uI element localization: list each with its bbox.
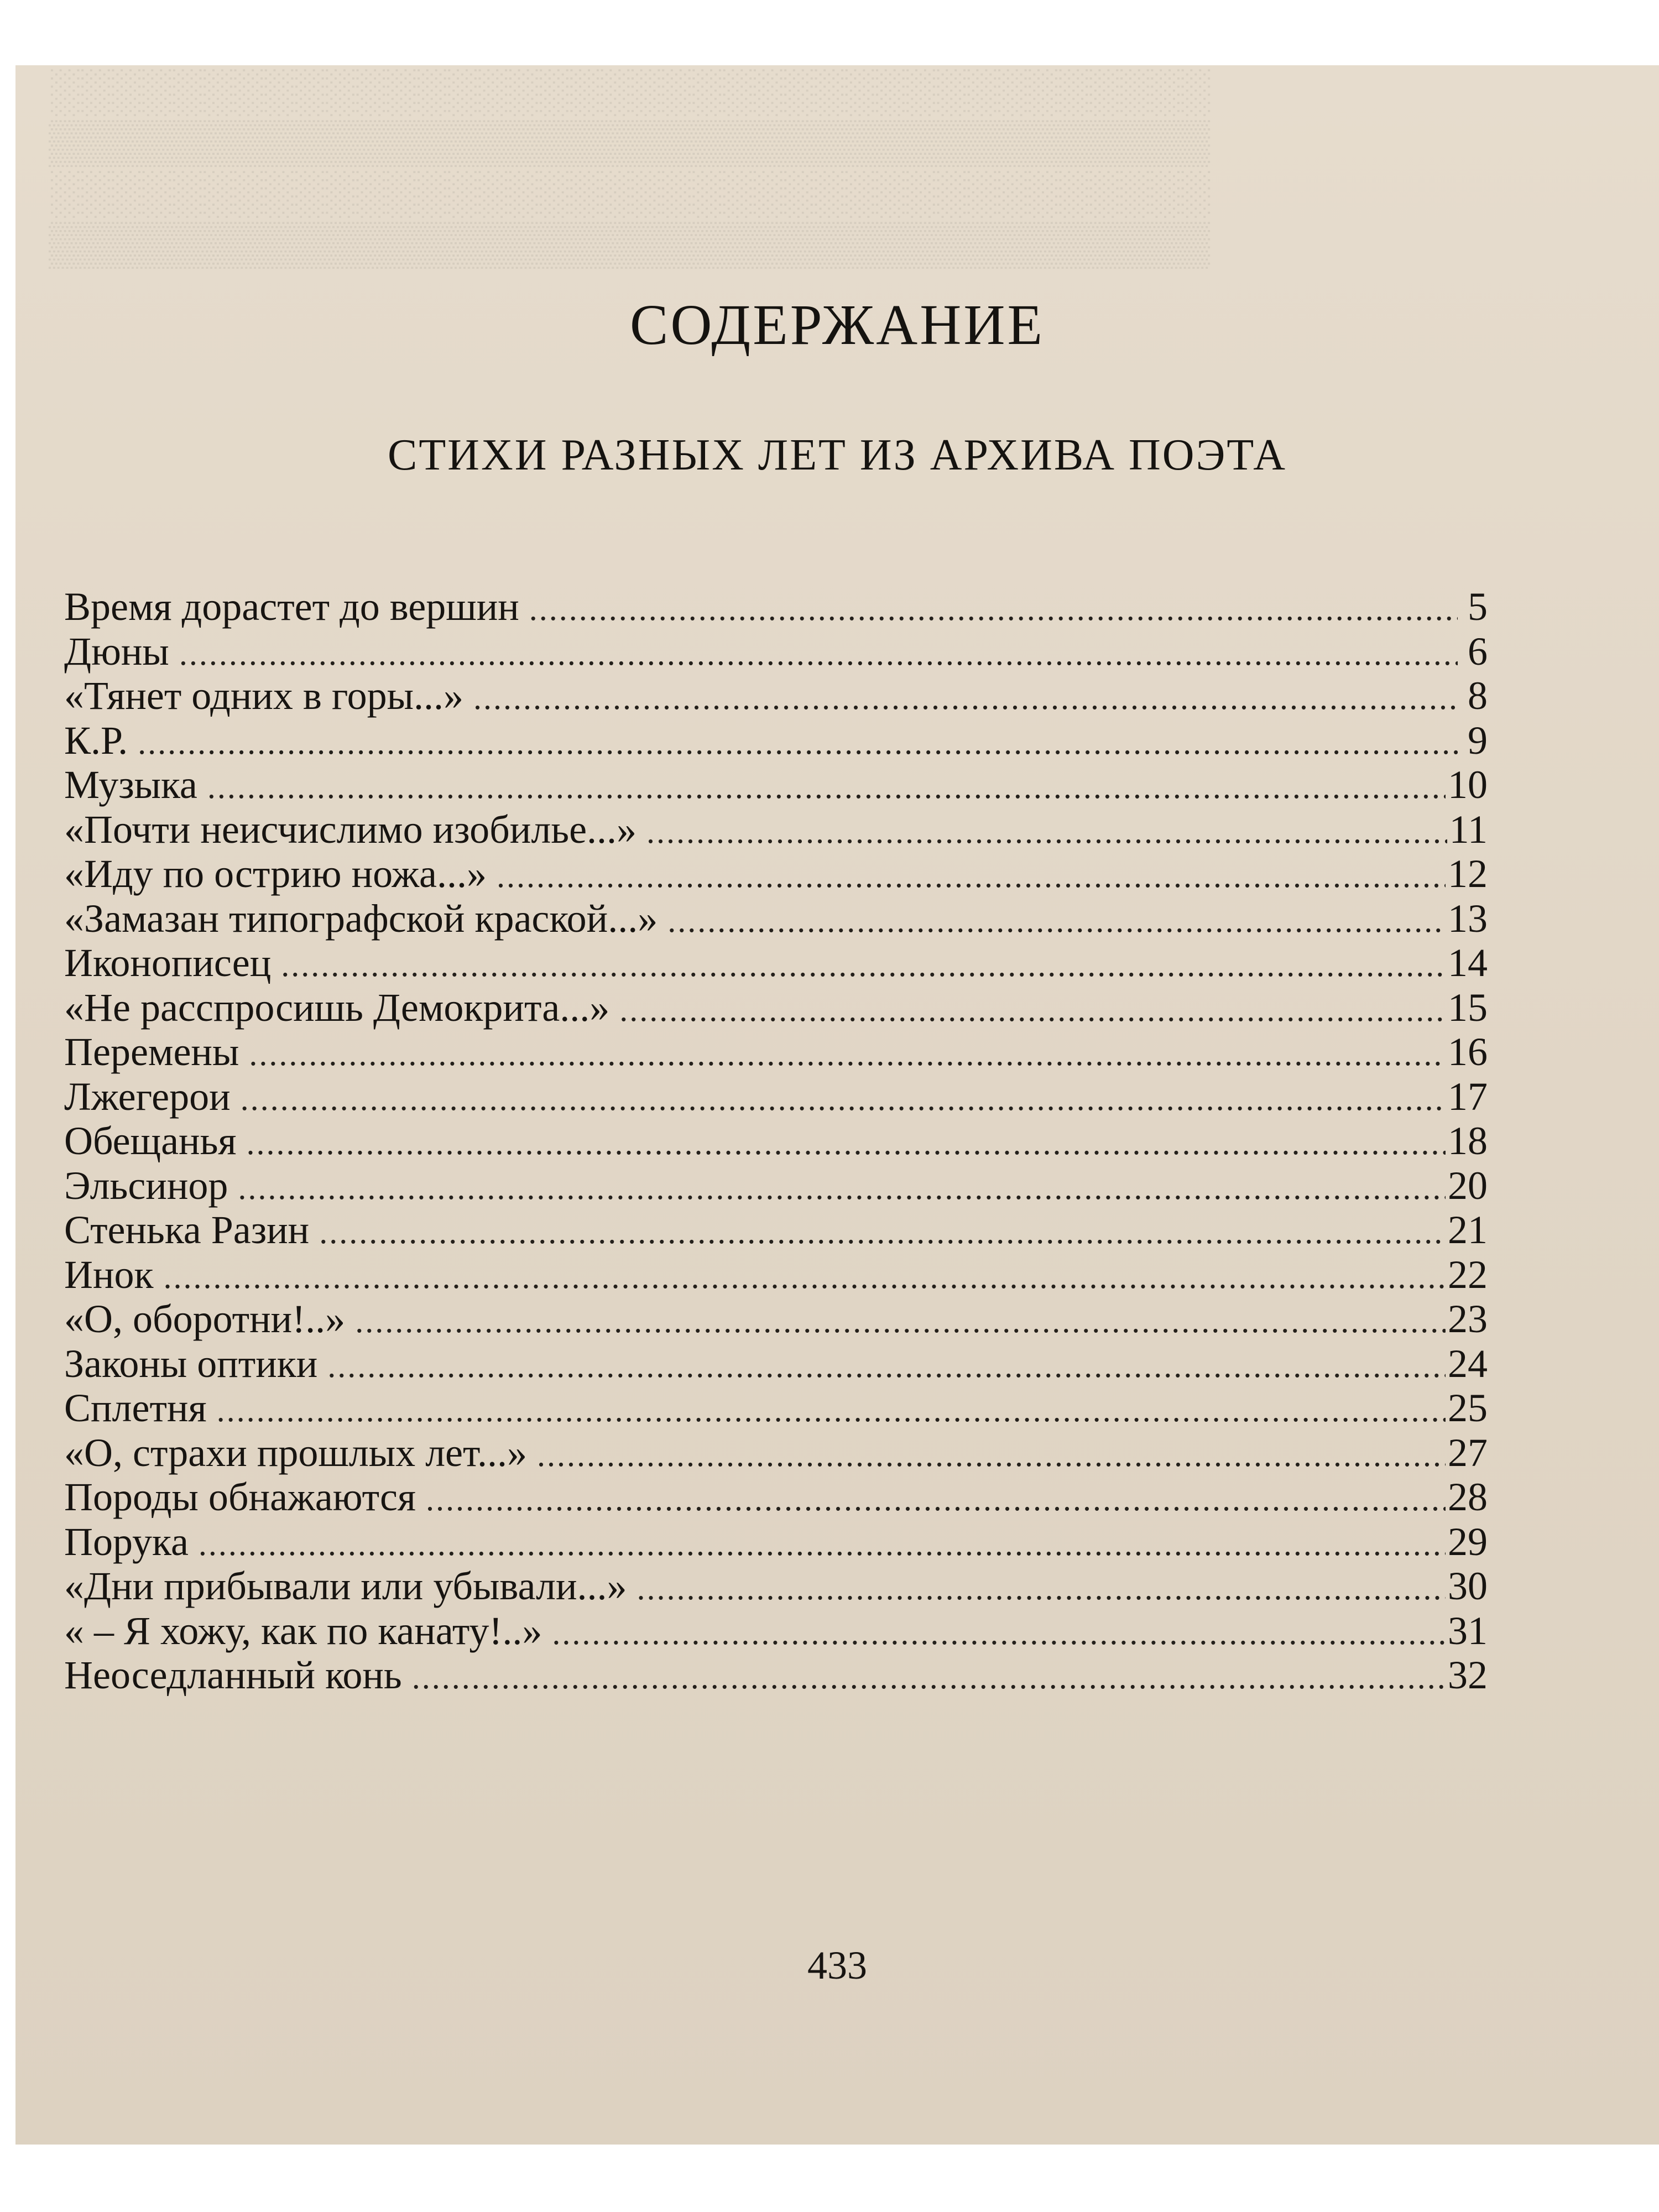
dot-leader bbox=[537, 1436, 1446, 1474]
toc-entry-page: 15 bbox=[1448, 985, 1488, 1030]
dot-leader bbox=[473, 679, 1458, 717]
toc-entry bbox=[64, 1652, 1488, 1697]
toc-entry-page: 13 bbox=[1448, 896, 1488, 941]
toc-entry-title: Неоседланный конь bbox=[64, 1653, 402, 1697]
toc-entry bbox=[64, 762, 1488, 807]
toc-entry bbox=[64, 807, 1488, 852]
toc-entry-title: Лжегерои bbox=[64, 1074, 231, 1119]
toc-entry bbox=[64, 1563, 1488, 1608]
dot-leader bbox=[164, 1258, 1446, 1296]
toc-entry-page: 27 bbox=[1448, 1430, 1488, 1475]
toc-entry-title: Инок bbox=[64, 1252, 154, 1297]
toc-entry bbox=[64, 940, 1488, 985]
toc-entry bbox=[64, 1608, 1488, 1653]
dot-leader bbox=[138, 724, 1458, 762]
toc-entry-title: «Иду по острию ножа...» bbox=[64, 852, 487, 896]
toc-entry bbox=[64, 1118, 1488, 1163]
toc-entry-title: Эльсинор bbox=[64, 1163, 228, 1208]
toc-entry-title: «Почти неисчислимо изобилье...» bbox=[64, 807, 637, 852]
toc-entry bbox=[64, 985, 1488, 1030]
dot-leader bbox=[247, 1124, 1446, 1162]
dot-leader bbox=[241, 1080, 1446, 1118]
toc-entry-title: «Дни прибывали или убывали...» bbox=[64, 1564, 627, 1608]
page-number: 433 bbox=[807, 1943, 867, 1987]
dot-leader bbox=[199, 1525, 1446, 1563]
toc-entry bbox=[64, 584, 1488, 629]
dot-leader bbox=[552, 1614, 1446, 1652]
toc-entry-title: Время дорастет до вершин bbox=[64, 585, 519, 629]
toc-entry-page: 24 bbox=[1448, 1341, 1488, 1386]
toc-entry bbox=[64, 629, 1488, 674]
dot-leader bbox=[412, 1658, 1446, 1697]
toc-entry-page: 23 bbox=[1448, 1297, 1488, 1341]
dot-leader bbox=[207, 768, 1446, 806]
toc-entry-page: 5 bbox=[1468, 585, 1488, 629]
toc-entry-title: Иконописец bbox=[64, 941, 272, 985]
toc-entry-page: 14 bbox=[1448, 941, 1488, 985]
toc-entry-page: 20 bbox=[1448, 1163, 1488, 1208]
toc-entry-title: Сплетня bbox=[64, 1386, 207, 1430]
toc-entry-title: «О, страхи прошлых лет...» bbox=[64, 1430, 527, 1475]
dot-leader bbox=[646, 813, 1447, 851]
toc-entry-page: 25 bbox=[1448, 1386, 1488, 1430]
dot-leader bbox=[529, 590, 1458, 628]
toc-entry-page: 6 bbox=[1468, 629, 1488, 674]
toc-entry-title: Обещанья bbox=[64, 1119, 237, 1163]
table-of-contents bbox=[64, 584, 1488, 1697]
toc-entry-page: 21 bbox=[1448, 1208, 1488, 1252]
toc-entry-title: Стенька Разин bbox=[64, 1208, 310, 1252]
toc-entry bbox=[64, 1296, 1488, 1341]
toc-entry bbox=[64, 1207, 1488, 1252]
toc-entry bbox=[64, 1474, 1488, 1519]
toc-entry-page: 11 bbox=[1449, 807, 1488, 852]
toc-entry-title: «Тянет одних в горы...» bbox=[64, 674, 464, 718]
dot-leader bbox=[637, 1569, 1446, 1608]
section-title: СТИХИ РАЗНЫХ ЛЕТ ИЗ АРХИВА ПОЭТА bbox=[387, 431, 1287, 479]
toc-entry-title: «О, оборотни!..» bbox=[64, 1297, 346, 1341]
book-page bbox=[15, 65, 1659, 2145]
toc-entry-page: 10 bbox=[1448, 763, 1488, 807]
toc-entry-page: 31 bbox=[1448, 1608, 1488, 1653]
toc-entry-title: «Не расспросишь Демокрита...» bbox=[64, 985, 610, 1030]
toc-entry bbox=[64, 1385, 1488, 1430]
dot-leader bbox=[217, 1391, 1446, 1430]
toc-entry-title: «Замазан типографской краской...» bbox=[64, 896, 658, 941]
toc-entry-title: Музыка bbox=[64, 763, 197, 807]
toc-entry-page: 28 bbox=[1448, 1475, 1488, 1519]
dot-leader bbox=[281, 946, 1446, 984]
toc-entry bbox=[64, 1029, 1488, 1074]
toc-entry bbox=[64, 851, 1488, 896]
toc-entry bbox=[64, 673, 1488, 718]
toc-entry-title: Законы оптики bbox=[64, 1341, 318, 1386]
dot-leader bbox=[667, 902, 1446, 940]
toc-entry bbox=[64, 1252, 1488, 1297]
dot-leader bbox=[249, 1035, 1446, 1073]
toc-entry-page: 17 bbox=[1448, 1074, 1488, 1119]
dot-leader bbox=[327, 1347, 1446, 1385]
toc-entry-title: К.Р. bbox=[64, 718, 128, 763]
toc-entry bbox=[64, 1163, 1488, 1208]
toc-entry-page: 18 bbox=[1448, 1119, 1488, 1163]
toc-entry bbox=[64, 1341, 1488, 1386]
bleed-through-text: ░░░░░░░░░░░░░░░░░░░░░░░░░░░░░░░░░░░░░░ ▒▒▒▒▒▒▒▒▒▒▒▒▒▒▒▒▒▒▒▒▒▒▒▒▒▒▒▒▒▒▒▒▒▒▒▒▒▒ ░░░░░░░░░░░░░░░░░░░░░░░░░░░░░░░░░░░░░░ ▒▒▒▒▒▒▒▒▒▒▒▒▒▒▒▒▒▒▒▒▒▒▒▒▒▒▒▒▒▒▒▒▒▒▒▒▒▒ bbox=[49, 66, 1210, 267]
toc-entry-page: 32 bbox=[1448, 1653, 1488, 1697]
dot-leader bbox=[238, 1169, 1446, 1207]
toc-entry-page: 29 bbox=[1448, 1519, 1488, 1564]
toc-entry-page: 30 bbox=[1448, 1564, 1488, 1608]
toc-entry-title: Перемены bbox=[64, 1030, 239, 1074]
dot-leader bbox=[426, 1480, 1446, 1519]
toc-entry bbox=[64, 896, 1488, 941]
toc-entry bbox=[64, 1519, 1488, 1564]
toc-entry bbox=[64, 1430, 1488, 1475]
toc-entry-page: 8 bbox=[1468, 674, 1488, 718]
toc-entry-title: Породы обнажаются bbox=[64, 1475, 416, 1519]
toc-entry-page: 9 bbox=[1468, 718, 1488, 763]
toc-entry-page: 12 bbox=[1448, 852, 1488, 896]
toc-entry bbox=[64, 1074, 1488, 1119]
toc-entry-page: 16 bbox=[1448, 1030, 1488, 1074]
toc-entry-title: « – Я хожу, как по канату!..» bbox=[64, 1608, 542, 1653]
dot-leader bbox=[179, 635, 1458, 673]
toc-entry-title: Порука bbox=[64, 1519, 189, 1564]
toc-entry-title: Дюны bbox=[64, 629, 169, 674]
dot-leader bbox=[319, 1213, 1446, 1251]
toc-entry-page: 22 bbox=[1448, 1252, 1488, 1297]
dot-leader bbox=[619, 991, 1446, 1029]
dot-leader bbox=[497, 857, 1446, 895]
toc-entry bbox=[64, 718, 1488, 763]
contents-heading: СОДЕРЖАНИЕ bbox=[630, 293, 1045, 357]
dot-leader bbox=[355, 1302, 1446, 1340]
